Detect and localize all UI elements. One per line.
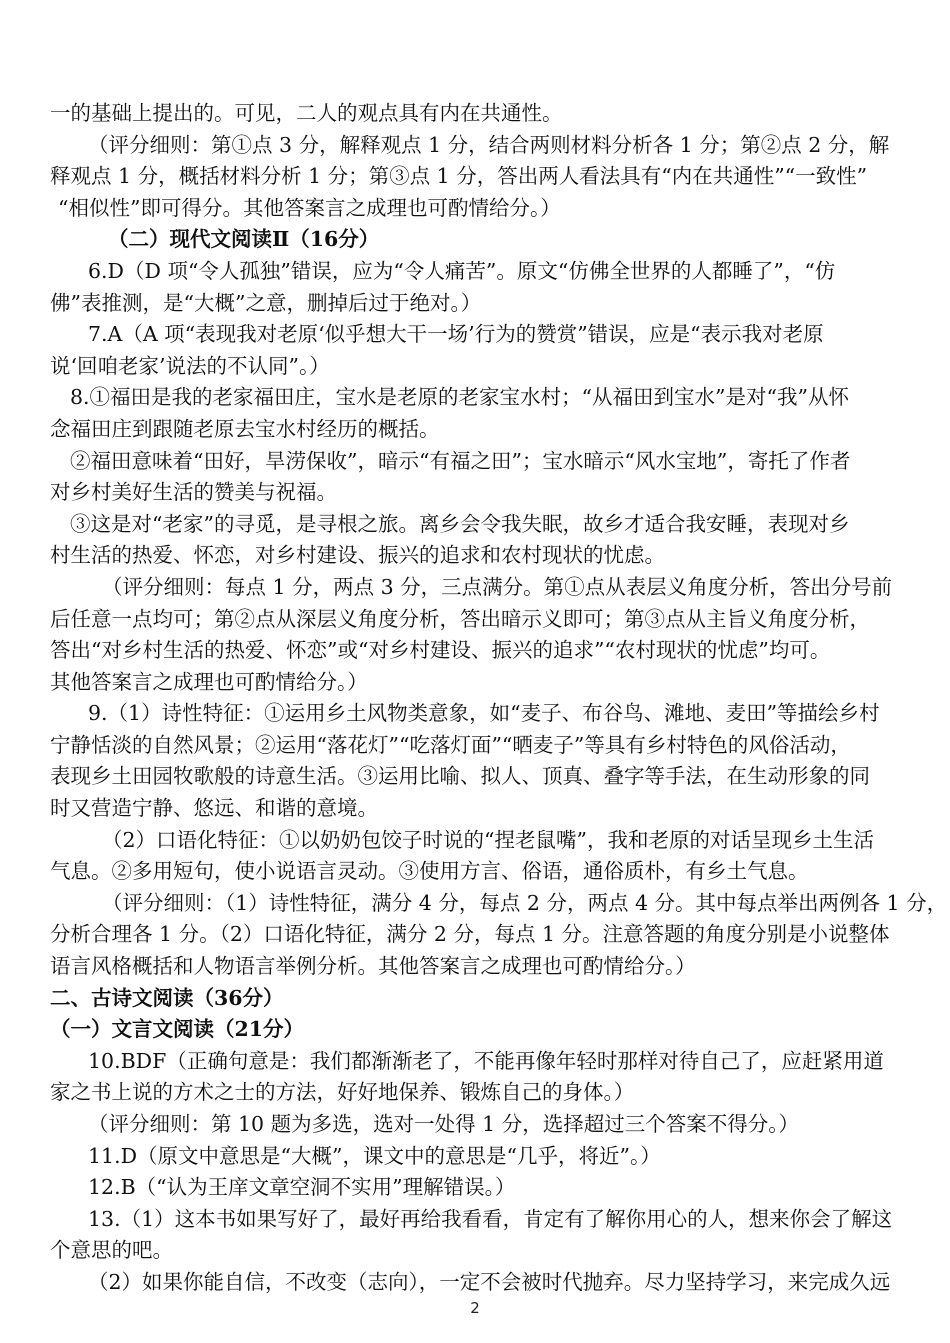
text-line: 家之书上说的方术之士的方法，好好地保养、锻炼自己的身体。） xyxy=(50,1080,635,1105)
text-line: 后任意一点均可；第②点从深层义角度分析，答出暗示义即可；第③点从主旨义角度分析， xyxy=(50,606,870,631)
text-line: （2）如果你能自信，不改变（志向），一定不会被时代抛弃。尽力坚持学习，来完成久远 xyxy=(88,1269,891,1294)
text-line: 10.BDF（正确句意是：我们都渐渐老了，不能再像年轻时那样对待自己了，应赶紧用道 xyxy=(88,1048,884,1073)
text-line: （2）口语化特征：①以奶奶包饺子时说的“捏老鼠嘴”，我和老原的对话呈现乡土生活 xyxy=(102,827,875,852)
text-line: 村生活的热爱、怀恋，对乡村建设、振兴的追求和农村现状的忧虑。 xyxy=(50,543,665,568)
text-line: ③这是对“老家”的寻觅，是寻根之旅。离乡会令我失眠，故乡才适合我安睡，表现对乡 xyxy=(70,511,850,536)
text-line: 佛”表推测，是“大概”之意，删掉后过于绝对。） xyxy=(50,290,482,315)
text-line: 个意思的吧。 xyxy=(50,1238,173,1263)
text-line: 答出“对乡村生活的热爱、怀恋”或“对乡村建设、振兴的追求”“农村现状的忧虑”均可。 xyxy=(50,638,831,663)
text-line: 13.（1）这本书如果写好了，最好再给我看看，肯定有了解你用心的人，想来你会了解这 xyxy=(88,1206,893,1231)
text-line: ②福田意味着“田好，旱涝保收”，暗示“有福之田”；宝水暗示“风水宝地”，寄托了作者 xyxy=(70,448,851,473)
section-heading: （一）文言文阅读（21分） xyxy=(50,1017,305,1042)
text-line: 分析合理各 1 分。（2）口语化特征，满分 2 分，每点 1 分。注意答题的角度分别是小说整体 xyxy=(50,922,890,947)
text-line: 说‘回咱老家’说法的不认同”。） xyxy=(50,353,330,378)
text-line: 气息。②多用短句，使小说语言灵动。③使用方言、俗语，通俗质朴，有乡土气息。 xyxy=(50,859,809,884)
text-line: 7.A（A 项“表现我对老原‘似乎想大干一场’行为的赞赏”错误，应是“表示我对老原 xyxy=(88,322,824,347)
text-line: 宁静恬淡的自然风景；②运用“落花灯”“吃落灯面”“晒麦子”等具有乡村特色的风俗活动， xyxy=(50,732,851,757)
page-number: 2 xyxy=(470,1299,480,1317)
section-heading: 二、古诗文阅读（36分） xyxy=(50,985,284,1010)
text-line: 语言风格概括和人物语言举例分析。其他答案言之成理也可酌情给分。） xyxy=(50,954,696,979)
answer-text xyxy=(50,98,948,1299)
text-line: 8.①福田是我的老家福田庄，宝水是老原的老家宝水村；“从福田到宝水”是对“我”从怀 xyxy=(70,385,849,410)
text-line: 时又营造宁静、悠远、和谐的意境。 xyxy=(50,796,378,821)
text-line: “相似性”即可得分。其他答案言之成理也可酌情给分。） xyxy=(58,195,561,220)
section-heading: （二）现代文阅读Ⅱ（16分） xyxy=(108,227,380,252)
text-line: 表现乡土田园牧歌般的诗意生活。③运用比喻、拟人、顶真、叠字等手法，在生动形象的同 xyxy=(50,764,870,789)
text-line: 其他答案言之成理也可酌情给分。） xyxy=(50,669,368,694)
text-line: 11.D（原文中意思是“大概”，课文中的意思是“几乎，将近”。） xyxy=(88,1143,661,1168)
text-line: 念福田庄到跟随老原去宝水村经历的概括。 xyxy=(50,416,440,441)
text-line: 12.B（“认为王庠文章空洞不实用”理解错误。） xyxy=(88,1175,516,1200)
text-line: 对乡村美好生活的赞美与祝福。 xyxy=(50,480,337,505)
text-line: 一的基础上提出的。可见，二人的观点具有内在共通性。 xyxy=(50,101,563,125)
text-line: （评分细则：第①点 3 分，解释观点 1 分，结合两则材料分析各 1 分；第②点 2 分，解 xyxy=(88,132,890,157)
text-line: 释观点 1 分，概括材料分析 1 分；第③点 1 分，答出两人看法具有“内在共通性”“一致性” xyxy=(50,164,868,189)
text-line: 9.（1）诗性特征：①运用乡土风物类意象，如“麦子、布谷鸟、滩地、麦田”等描绘乡村 xyxy=(88,701,880,726)
text-line: （评分细则：每点 1 分，两点 3 分，三点满分。第①点从表层义角度分析，答出分号前 xyxy=(102,574,893,599)
text-line: （评分细则：（1）诗性特征，满分 4 分，每点 2 分，两点 4 分。其中每点举出两例各 1 分， xyxy=(102,890,948,915)
text-line: （评分细则：第 10 题为多选，选对一处得 1 分，选择超过三个答案不得分。） xyxy=(88,1112,799,1136)
text-line: 6.D（D 项“令人孤独”错误，应为“令人痛苦”。原文“仿佛全世界的人都睡了”，“仿 xyxy=(88,258,836,283)
